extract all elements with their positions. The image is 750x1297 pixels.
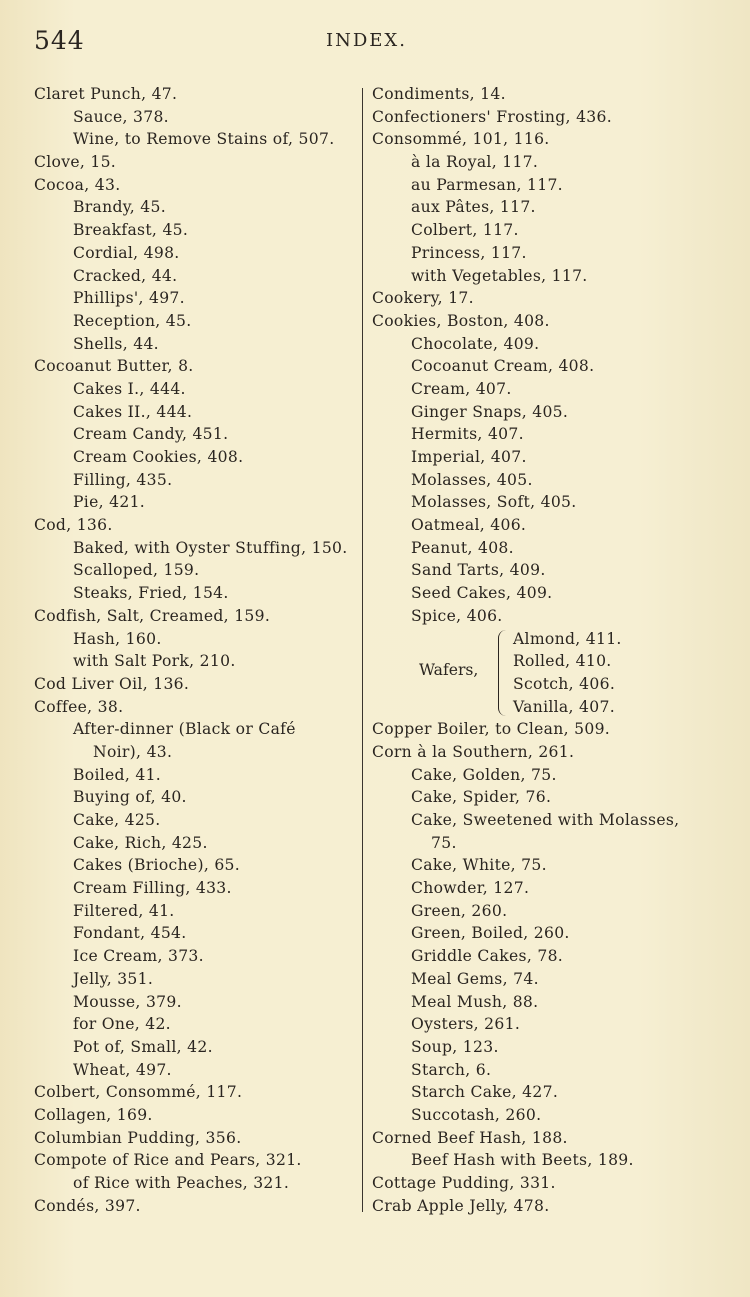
index-entry: Corned Beef Hash, 188. (372, 1128, 568, 1147)
wafers-brace (498, 630, 509, 716)
index-entry: Cod Liver Oil, 136. (34, 674, 190, 693)
index-entry: Cocoa, 43. (34, 175, 121, 194)
column-divider (362, 88, 363, 1212)
index-entry: Cake, 425. (73, 811, 161, 829)
running-head: INDEX. (326, 30, 407, 51)
index-entry: Peanut, 408. (411, 538, 514, 557)
index-entry: Princess, 117. (411, 243, 527, 262)
index-entry: Cottage Pudding, 331. (372, 1174, 556, 1193)
index-entry: Cream Cookies, 408. (73, 448, 244, 466)
index-entry: Cocoanut Butter, 8. (34, 357, 194, 376)
index-entry: Codfish, Salt, Creamed, 159. (34, 606, 271, 625)
index-entry: Wine, to Remove Stains of, 507. (73, 130, 335, 149)
index-entry: 75. (431, 833, 457, 852)
index-entry: aux Pâtes, 117. (411, 198, 536, 217)
index-entry: Fondant, 454. (73, 924, 187, 943)
index-column-right (372, 83, 712, 1217)
index-entry: Cookery, 17. (372, 289, 474, 308)
index-entry: à la Royal, 117. (411, 153, 539, 172)
index-entry: Breakfast, 45. (73, 221, 189, 240)
index-entry: Green, 260. (411, 901, 508, 920)
index-entry: Cake, Rich, 425. (73, 833, 208, 852)
index-entry: Meal Mush, 88. (411, 992, 539, 1011)
index-entry: Cake, Sweetened with Molasses, (411, 811, 680, 830)
index-entry: Filling, 435. (73, 470, 173, 489)
wafers-items (513, 628, 622, 719)
page-number: 544 (34, 26, 85, 55)
index-entry: Spice, 406. (411, 606, 503, 625)
index-entry: Starch Cake, 427. (411, 1083, 559, 1102)
wafers-item: Scotch, 406. (513, 674, 616, 693)
index-entry: Phillips', 497. (73, 289, 185, 308)
index-entry: for One, 42. (73, 1015, 171, 1034)
index-entry: Beef Hash with Beets, 189. (411, 1151, 634, 1170)
index-entry: Cakes II., 444. (73, 402, 193, 421)
index-entry: Reception, 45. (73, 311, 192, 330)
index-entry: Cakes (Brioche), 65. (73, 856, 241, 875)
index-entry: Boiled, 41. (73, 765, 162, 784)
index-entry: Coffee, 38. (34, 697, 124, 716)
index-entry: Collagen, 169. (34, 1105, 153, 1124)
index-entry: Steaks, Fried, 154. (73, 584, 229, 603)
index-entry: Meal Gems, 74. (411, 969, 539, 988)
index-entry: Molasses, 405. (411, 470, 533, 489)
index-entry: Crab Apple Jelly, 478. (372, 1196, 550, 1215)
right-column-bottom-entries (372, 718, 712, 1217)
index-entry: Chocolate, 409. (411, 334, 540, 353)
index-entry: of Rice with Peaches, 321. (73, 1174, 290, 1192)
index-entry: Cake, Spider, 76. (411, 788, 552, 807)
index-entry: Hash, 160. (73, 629, 162, 648)
index-entry: Cocoanut Cream, 408. (411, 357, 595, 376)
index-entry: Cordial, 498. (73, 243, 180, 262)
index-entry: Seed Cakes, 409. (411, 584, 553, 603)
index-entry: Claret Punch, 47. (34, 85, 178, 103)
index-entry: Oatmeal, 406. (411, 516, 527, 535)
index-entry: Sand Tarts, 409. (411, 561, 546, 580)
index-entry: Copper Boiler, to Clean, 509. (372, 720, 611, 739)
index-entry: Consommé, 101, 116. (372, 130, 550, 149)
index-entry: Confectioners' Frosting, 436. (372, 107, 612, 126)
wafers-item: Almond, 411. (513, 629, 622, 648)
index-entry: Condiments, 14. (372, 85, 506, 103)
index-entry: Ginger Snaps, 405. (411, 402, 569, 421)
index-entry: Cod, 136. (34, 516, 113, 535)
index-entry: Cake, White, 75. (411, 856, 547, 875)
index-column-left (34, 83, 359, 1217)
index-entry: Noir), 43. (93, 742, 173, 761)
index-entry: Clove, 15. (34, 153, 117, 172)
index-entry: Cake, Golden, 75. (411, 765, 557, 784)
index-entry: After-dinner (Black or Café (73, 720, 296, 739)
index-entry: au Parmesan, 117. (411, 175, 563, 194)
index-entry: Hermits, 407. (411, 425, 524, 444)
wafers-group (372, 628, 712, 719)
index-entry: Colbert, 117. (411, 221, 519, 240)
index-entry: Soup, 123. (411, 1037, 499, 1056)
wafers-item: Vanilla, 407. (513, 697, 615, 716)
index-entry: Sauce, 378. (73, 107, 169, 126)
index-entry: Griddle Cakes, 78. (411, 947, 564, 966)
index-entry: Mousse, 379. (73, 992, 182, 1011)
index-entry: Compote of Rice and Pears, 321. (34, 1151, 302, 1170)
index-entry: Buying of, 40. (73, 788, 187, 807)
index-entry: Imperial, 407. (411, 448, 527, 466)
index-entry: Baked, with Oyster Stuffing, 150. (73, 538, 348, 557)
index-entry: Green, Boiled, 260. (411, 924, 570, 943)
index-entry: Corn à la Southern, 261. (372, 742, 575, 761)
index-entry: Columbian Pudding, 356. (34, 1128, 242, 1147)
index-entry: Succotash, 260. (411, 1105, 542, 1124)
index-entry: Filtered, 41. (73, 901, 175, 920)
index-entry: Ice Cream, 373. (73, 947, 204, 966)
wafers-label: Wafers, (419, 660, 479, 679)
index-entry: Cream Candy, 451. (73, 425, 229, 444)
index-entry: Cracked, 44. (73, 266, 178, 285)
index-entry: Brandy, 45. (73, 198, 166, 217)
index-entry: with Vegetables, 117. (411, 266, 588, 285)
index-entry: Cakes I., 444. (73, 379, 186, 398)
index-entry: Colbert, Consommé, 117. (34, 1083, 243, 1102)
index-entry: Pie, 421. (73, 493, 146, 512)
index-entry: Shells, 44. (73, 334, 159, 353)
wafers-item: Rolled, 410. (513, 652, 612, 671)
right-column-top-entries (372, 83, 712, 628)
index-entry: Condés, 397. (34, 1196, 141, 1215)
index-entry: Cookies, Boston, 408. (372, 311, 550, 330)
index-entry: Jelly, 351. (73, 969, 154, 988)
index-entry: Pot of, Small, 42. (73, 1037, 213, 1056)
index-entry: Chowder, 127. (411, 879, 530, 898)
index-entry: Wheat, 497. (73, 1060, 172, 1079)
index-entry: Cream Filling, 433. (73, 879, 232, 898)
index-entry: Oysters, 261. (411, 1015, 521, 1034)
index-entry: with Salt Pork, 210. (73, 652, 236, 671)
index-entry: Molasses, Soft, 405. (411, 493, 577, 512)
index-entry: Starch, 6. (411, 1060, 492, 1079)
index-entry: Cream, 407. (411, 379, 512, 398)
index-entry: Scalloped, 159. (73, 561, 200, 580)
